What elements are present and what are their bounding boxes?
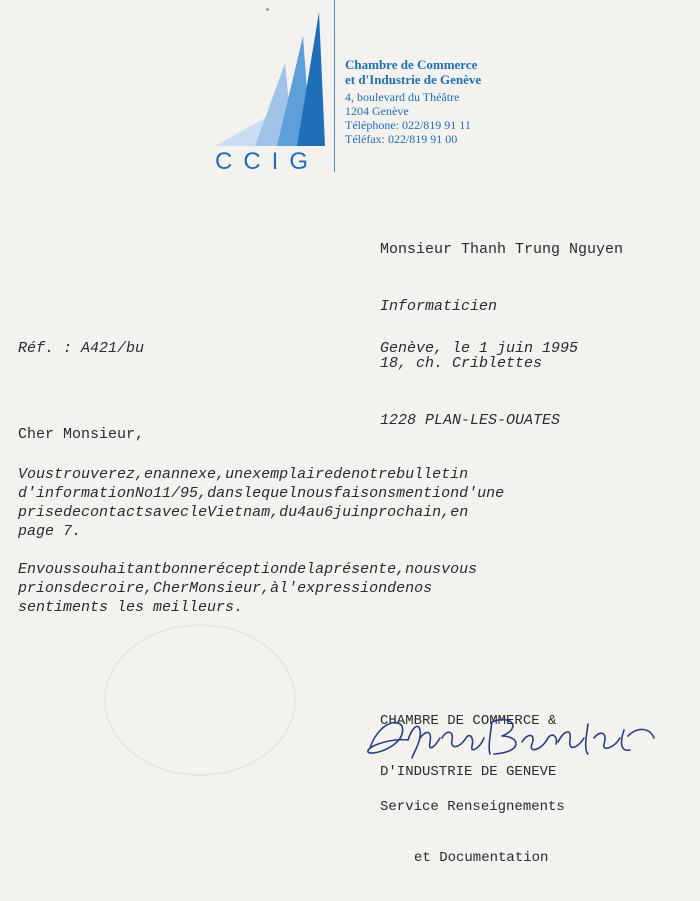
word: nous	[405, 561, 442, 578]
word: au	[306, 504, 325, 521]
word: mention	[396, 485, 460, 502]
recipient-street: 18, ch. Criblettes	[380, 355, 543, 372]
fax-number: Téléfax: 022/819 91 00	[345, 132, 458, 146]
word: faisons	[333, 485, 397, 502]
org-name-line1: Chambre de Commerce	[345, 57, 478, 72]
word: de	[333, 466, 352, 483]
word: 4	[297, 504, 307, 521]
word: nos	[405, 580, 433, 597]
word: à	[270, 580, 280, 597]
word: Cher	[153, 580, 190, 597]
ccig-sail-logo	[215, 8, 327, 148]
word: en	[450, 504, 469, 521]
p1-line-4: page 7.	[18, 523, 82, 540]
word: la	[306, 561, 325, 578]
recipient-title: Informaticien	[380, 298, 498, 315]
body-paragraph-2	[18, 560, 690, 617]
word: bonne	[162, 561, 208, 578]
handwritten-signature	[362, 708, 662, 768]
p1-line-1	[18, 465, 690, 484]
reference-number: Réf. : A421/bu	[18, 340, 145, 357]
salutation: Cher Monsieur,	[18, 426, 145, 443]
organization-info	[345, 57, 481, 146]
p1-line-2	[18, 484, 690, 503]
word: le	[189, 504, 208, 521]
word: du	[279, 504, 298, 521]
address-street: 4, boulevard du Théâtre	[345, 90, 460, 104]
word: vous	[36, 561, 73, 578]
word: un	[225, 466, 244, 483]
word: d'information	[18, 485, 136, 502]
word: de	[63, 504, 82, 521]
word: souhaitant	[72, 561, 163, 578]
signature-department	[380, 765, 565, 901]
recipient-city: 1228 PLAN-LES-OUATES	[380, 412, 561, 429]
sig-org-line1: CHAMBRE DE COMMERCE &	[380, 713, 557, 729]
word: notre	[351, 466, 397, 483]
word: dans	[207, 485, 244, 502]
word: 11/95,	[153, 485, 208, 502]
word: de	[387, 580, 406, 597]
word: Monsieur,	[189, 580, 271, 597]
logo-wordmark: CCIG	[215, 148, 319, 175]
phone-number: Téléphone: 022/819 91 11	[345, 118, 471, 132]
word: Vietnam,	[207, 504, 280, 521]
letter-date: Genève, le 1 juin 1995	[380, 340, 579, 357]
word: En	[18, 561, 37, 578]
address-city: 1204 Genève	[345, 104, 409, 118]
word: nous	[297, 485, 334, 502]
word: d'une	[459, 485, 505, 502]
word: bulletin	[396, 466, 469, 483]
word: No	[135, 485, 154, 502]
sig-service-line2: et Documentation	[414, 850, 549, 866]
sig-org-line2: D'INDUSTRIE DE GENEVE	[380, 764, 557, 780]
recipient-address	[380, 202, 623, 468]
word: croire,	[90, 580, 154, 597]
word: en	[144, 466, 163, 483]
word: de	[288, 561, 307, 578]
faint-stamp-mark	[100, 620, 300, 780]
word: annexe,	[162, 466, 226, 483]
word: de	[72, 580, 91, 597]
sig-service-line1: Service Renseignements	[380, 799, 565, 815]
recipient-name: Monsieur Thanh Trung Nguyen	[380, 241, 624, 258]
p2-line-2	[18, 579, 690, 598]
word: juin	[333, 504, 370, 521]
word: vous	[441, 561, 478, 578]
p1-line-3	[18, 503, 690, 522]
letterhead-divider	[334, 0, 335, 172]
p2-line-1	[18, 560, 690, 579]
word: réception	[207, 561, 289, 578]
word: prochain,	[369, 504, 451, 521]
word: avec	[153, 504, 190, 521]
word: lequel	[243, 485, 298, 502]
word: Vous	[18, 466, 55, 483]
word: présente,	[324, 561, 406, 578]
body-paragraph-1	[18, 465, 690, 541]
word: prions	[18, 580, 73, 597]
word: contacts	[81, 504, 154, 521]
org-name-line2: et d'Industrie de Genève	[345, 72, 482, 87]
word: trouverez,	[54, 466, 145, 483]
word: prise	[18, 504, 64, 521]
word: l'expression	[279, 580, 388, 597]
word: exemplaire	[243, 466, 334, 483]
word: 6	[324, 504, 334, 521]
p2-line-3: sentiments les meilleurs.	[18, 599, 244, 616]
